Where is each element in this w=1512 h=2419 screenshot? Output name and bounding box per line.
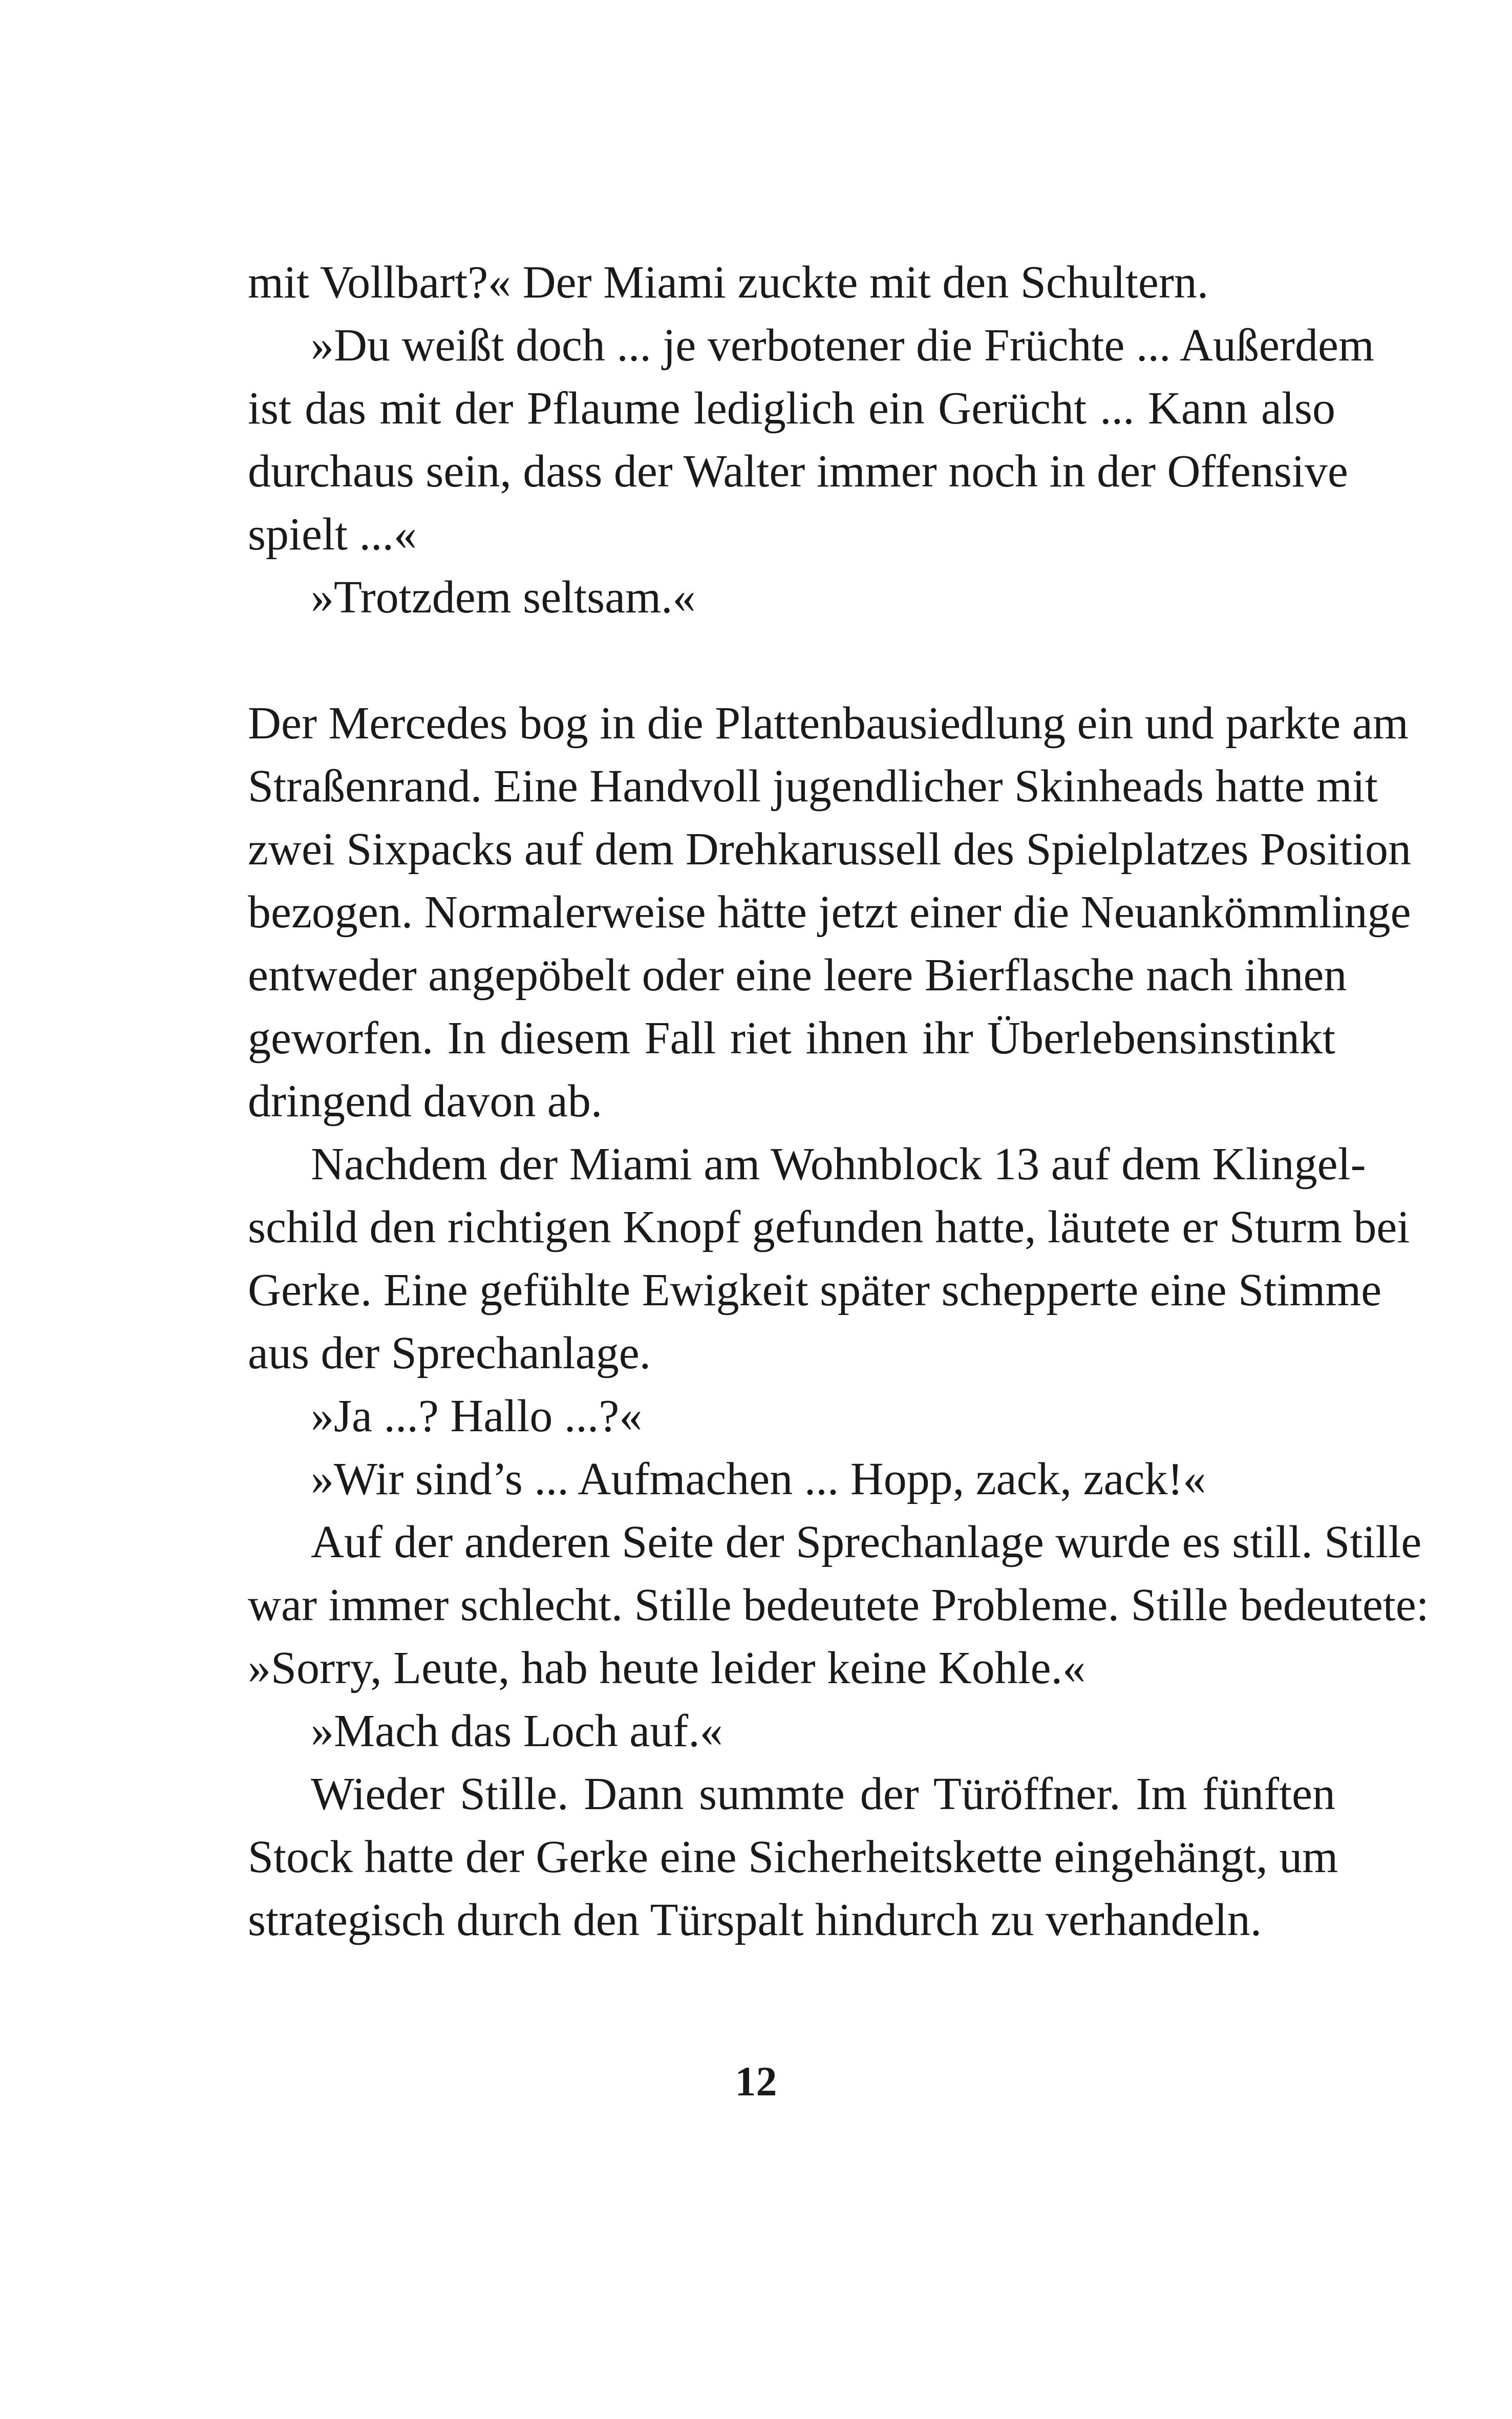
text-line: Nachdem der Miami am Wohnblock 13 auf dem Klingel- xyxy=(311,1139,1366,1190)
text-line: geworfen. In diesem Fall riet ihnen ihr Überlebensinstinkt xyxy=(248,1013,1335,1064)
text-line: zwei Sixpacks auf dem Drehkarussell des Spielplatzes Position xyxy=(248,824,1412,875)
text-line: war immer schlecht. Stille bedeutete Probleme. Stille bedeutete: xyxy=(248,1580,1429,1630)
text-line: durchaus sein, dass der Walter immer noch in der Offensive xyxy=(248,446,1348,497)
text-line: »Ja ...? Hallo ...?« xyxy=(311,1391,643,1441)
text-line: schild den richtigen Knopf gefunden hatte, läutete er Sturm bei xyxy=(248,1202,1410,1253)
text-line: Gerke. Eine gefühlte Ewigkeit später schepperte eine Stimme xyxy=(248,1265,1382,1315)
text-line: bezogen. Normalerweise hätte jetzt einer die Neuankömmlinge xyxy=(248,887,1411,938)
text-line: strategisch durch den Türspalt hindurch zu verhandeln. xyxy=(248,1895,1262,1945)
text-line: dringend davon ab. xyxy=(248,1076,603,1127)
text-line: Auf der anderen Seite der Sprechanlage wurde es still. Stille xyxy=(311,1517,1422,1567)
text-line: Stock hatte der Gerke eine Sicherheitskette eingehängt, um xyxy=(248,1832,1338,1882)
page-number: 12 xyxy=(735,2058,777,2105)
text-line: »Du weißt doch ... je verbotener die Früchte ... Außerdem xyxy=(311,320,1374,371)
text-line: »Wir sind’s ... Aufmachen ... Hopp, zack, zack!« xyxy=(311,1454,1206,1504)
text-line: mit Vollbart?« Der Miami zuckte mit den Schultern. xyxy=(248,257,1209,308)
text-line: entweder angepöbelt oder eine leere Bierflasche nach ihnen xyxy=(248,950,1347,1001)
body-text xyxy=(248,251,1429,1951)
text-line: »Trotzdem seltsam.« xyxy=(311,572,696,623)
text-line: ist das mit der Pflaume lediglich ein Gerücht ... Kann also xyxy=(248,383,1335,434)
text-line: Straßenrand. Eine Handvoll jugendlicher Skinheads hatte mit xyxy=(248,761,1378,812)
text-line: Der Mercedes bog in die Plattenbausiedlung ein und parkte am xyxy=(248,698,1409,749)
text-line: »Sorry, Leute, hab heute leider keine Kohle.« xyxy=(248,1643,1086,1693)
section-break xyxy=(248,629,1335,692)
text-line: »Mach das Loch auf.« xyxy=(311,1706,723,1756)
text-line: spielt ...« xyxy=(248,509,417,560)
text-line: aus der Sprechanlage. xyxy=(248,1328,651,1378)
text-line: Wieder Stille. Dann summte der Türöffner. Im fünften xyxy=(311,1769,1335,1819)
